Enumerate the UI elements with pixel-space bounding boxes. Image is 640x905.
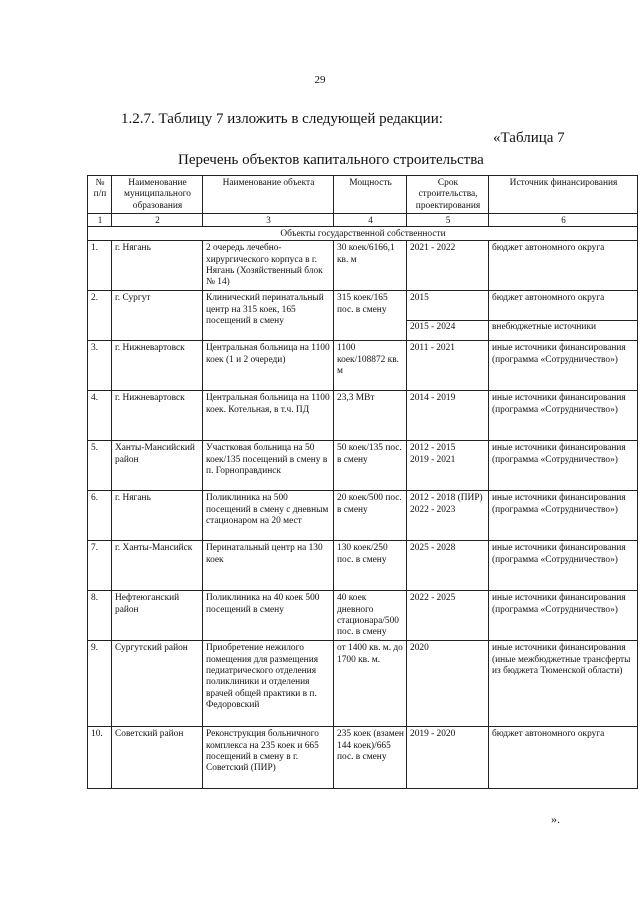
object-cell: Перинатальный центр на 130 коек bbox=[203, 541, 334, 591]
municipality-cell: г. Нягань bbox=[112, 241, 203, 291]
source-cell: иные источники финансирования (иные межбюджетные трансферты из бюджета Тюменской области) bbox=[489, 641, 638, 727]
source-cell: бюджет автономного округа bbox=[489, 727, 638, 789]
section-row bbox=[88, 227, 638, 241]
capital-construction-table bbox=[87, 175, 638, 789]
object-cell: Центральная больница на 1100 коек. Котельная, в т.ч. ПД bbox=[203, 391, 334, 441]
source-cell: иные источники финансирования (программа «Сотрудничество») bbox=[489, 491, 638, 541]
section-title: Объекты государственной собственности bbox=[88, 227, 638, 241]
source-cell: иные источники финансирования (программа «Сотрудничество») bbox=[489, 541, 638, 591]
capacity-cell: от 1400 кв. м. до 1700 кв. м. bbox=[334, 641, 407, 727]
source-cell: иные источники финансирования (программа «Сотрудничество») bbox=[489, 391, 638, 441]
table-row bbox=[88, 441, 638, 491]
column-number: 2 bbox=[112, 214, 203, 227]
capacity-cell: 1100 коек/108872 кв. м bbox=[334, 341, 407, 391]
table-row bbox=[88, 641, 638, 727]
capacity-cell: 50 коек/135 пос. в смену bbox=[334, 441, 407, 491]
term-cell: 2022 - 2025 bbox=[407, 591, 489, 641]
source-cell: бюджет автономного округа bbox=[489, 241, 638, 291]
capacity-cell: 40 коек дневного стационара/500 пос. в смену bbox=[334, 591, 407, 641]
row-number: 2. bbox=[88, 291, 112, 341]
source-cell bbox=[489, 291, 638, 341]
table-label: «Таблица 7 bbox=[493, 130, 565, 146]
table-title: Перечень объектов капитального строительства bbox=[178, 152, 484, 168]
term-cell bbox=[407, 291, 489, 341]
table-row bbox=[88, 391, 638, 441]
source-cell: иные источники финансирования (программа «Сотрудничество») bbox=[489, 591, 638, 641]
term-primary: 2015 bbox=[407, 291, 488, 321]
term-line: 2012 - 2015 bbox=[410, 443, 456, 454]
table-row bbox=[88, 341, 638, 391]
page-number: 29 bbox=[314, 74, 326, 86]
column-number: 3 bbox=[203, 214, 334, 227]
table-row bbox=[88, 591, 638, 641]
municipality-cell: Ханты-Мансийский район bbox=[112, 441, 203, 491]
term-line: 2022 - 2023 bbox=[410, 504, 456, 515]
term-cell: 2025 - 2028 bbox=[407, 541, 489, 591]
term-cell: 2019 - 2020 bbox=[407, 727, 489, 789]
source-secondary: внебюджетные источники bbox=[492, 322, 597, 333]
source-cell: иные источники финансирования (программа «Сотрудничество») bbox=[489, 441, 638, 491]
table-row bbox=[88, 491, 638, 541]
row-number: 4. bbox=[88, 391, 112, 441]
municipality-cell: г. Нижневартовск bbox=[112, 341, 203, 391]
capacity-cell: 235 коек (взамен 144 коек)/665 пос. в смену bbox=[334, 727, 407, 789]
column-number: 1 bbox=[88, 214, 112, 227]
municipality-cell: г. Ханты-Мансийск bbox=[112, 541, 203, 591]
capacity-cell: 30 коек/6166,1 кв. м bbox=[334, 241, 407, 291]
table-header-row bbox=[88, 176, 638, 214]
header-cell: Наименование объекта bbox=[203, 176, 334, 214]
row-number: 3. bbox=[88, 341, 112, 391]
term-cell: 2014 - 2019 bbox=[407, 391, 489, 441]
capacity-cell: 23,3 МВт bbox=[334, 391, 407, 441]
column-number: 4 bbox=[334, 214, 407, 227]
header-cell: № п/п bbox=[88, 176, 112, 214]
term-cell: 2011 - 2021 bbox=[407, 341, 489, 391]
object-cell: Поликлиника на 500 посещений в смену с дневным стационаром на 20 мест bbox=[203, 491, 334, 541]
column-number: 6 bbox=[489, 214, 638, 227]
object-cell: 2 очередь лечебно-хирургического корпуса в г. Нягань (Хозяйственный блок № 14) bbox=[203, 241, 334, 291]
object-cell: Реконструкция больничного комплекса на 235 коек и 665 посещений в смену в г. Советский (ПИР) bbox=[203, 727, 334, 789]
row-number: 5. bbox=[88, 441, 112, 491]
object-cell: Клинический перинатальный центр на 315 коек, 165 посещений в смену bbox=[203, 291, 334, 341]
object-cell: Центральная больница на 1100 коек (1 и 2 очереди) bbox=[203, 341, 334, 391]
row-number: 10. bbox=[88, 727, 112, 789]
municipality-cell: Нефтеюганский район bbox=[112, 591, 203, 641]
header-cell: Мощность bbox=[334, 176, 407, 214]
header-cell: Наименование муниципального образования bbox=[112, 176, 203, 214]
capacity-cell: 20 коек/500 пос. в смену bbox=[334, 491, 407, 541]
table-row bbox=[88, 541, 638, 591]
term-cell: 2021 - 2022 bbox=[407, 241, 489, 291]
term-line: 2012 - 2018 (ПИР) bbox=[410, 493, 483, 504]
column-number-row bbox=[88, 214, 638, 227]
row-number: 8. bbox=[88, 591, 112, 641]
source-cell: иные источники финансирования (программа «Сотрудничество») bbox=[489, 341, 638, 391]
row-number: 7. bbox=[88, 541, 112, 591]
term-cell bbox=[407, 441, 489, 491]
term-cell bbox=[407, 491, 489, 541]
municipality-cell: Советский район bbox=[112, 727, 203, 789]
term-cell: 2020 bbox=[407, 641, 489, 727]
municipality-cell: г. Сургут bbox=[112, 291, 203, 341]
table-row bbox=[88, 241, 638, 291]
table-row bbox=[88, 291, 638, 341]
object-cell: Приобретение нежилого помещения для размещения педиатрического отделения поликлиники и отделения врачей общей практики в п. Федоровский bbox=[203, 641, 334, 727]
row-number: 1. bbox=[88, 241, 112, 291]
term-line: 2019 - 2021 bbox=[410, 454, 456, 465]
row-number: 6. bbox=[88, 491, 112, 541]
object-cell: Участковая больница на 50 коек/135 посещений в смену в п. Горноправдинск bbox=[203, 441, 334, 491]
term-secondary: 2015 - 2024 bbox=[410, 322, 456, 333]
row-number: 9. bbox=[88, 641, 112, 727]
section-heading: 1.2.7. Таблицу 7 изложить в следующей редакции: bbox=[121, 111, 443, 127]
column-number: 5 bbox=[407, 214, 489, 227]
object-cell: Поликлиника на 40 коек 500 посещений в смену bbox=[203, 591, 334, 641]
municipality-cell: г. Нягань bbox=[112, 491, 203, 541]
municipality-cell: Сургутский район bbox=[112, 641, 203, 727]
table-row bbox=[88, 727, 638, 789]
capacity-cell: 315 коек/165 пос. в смену bbox=[334, 291, 407, 341]
closing-quote: ». bbox=[551, 812, 560, 826]
municipality-cell: г. Нижневартовск bbox=[112, 391, 203, 441]
source-primary: бюджет автономного округа bbox=[489, 291, 637, 321]
capacity-cell: 130 коек/250 пос. в смену bbox=[334, 541, 407, 591]
header-cell: Срок строительства, проектирования bbox=[407, 176, 489, 214]
header-cell: Источник финансирования bbox=[489, 176, 638, 214]
